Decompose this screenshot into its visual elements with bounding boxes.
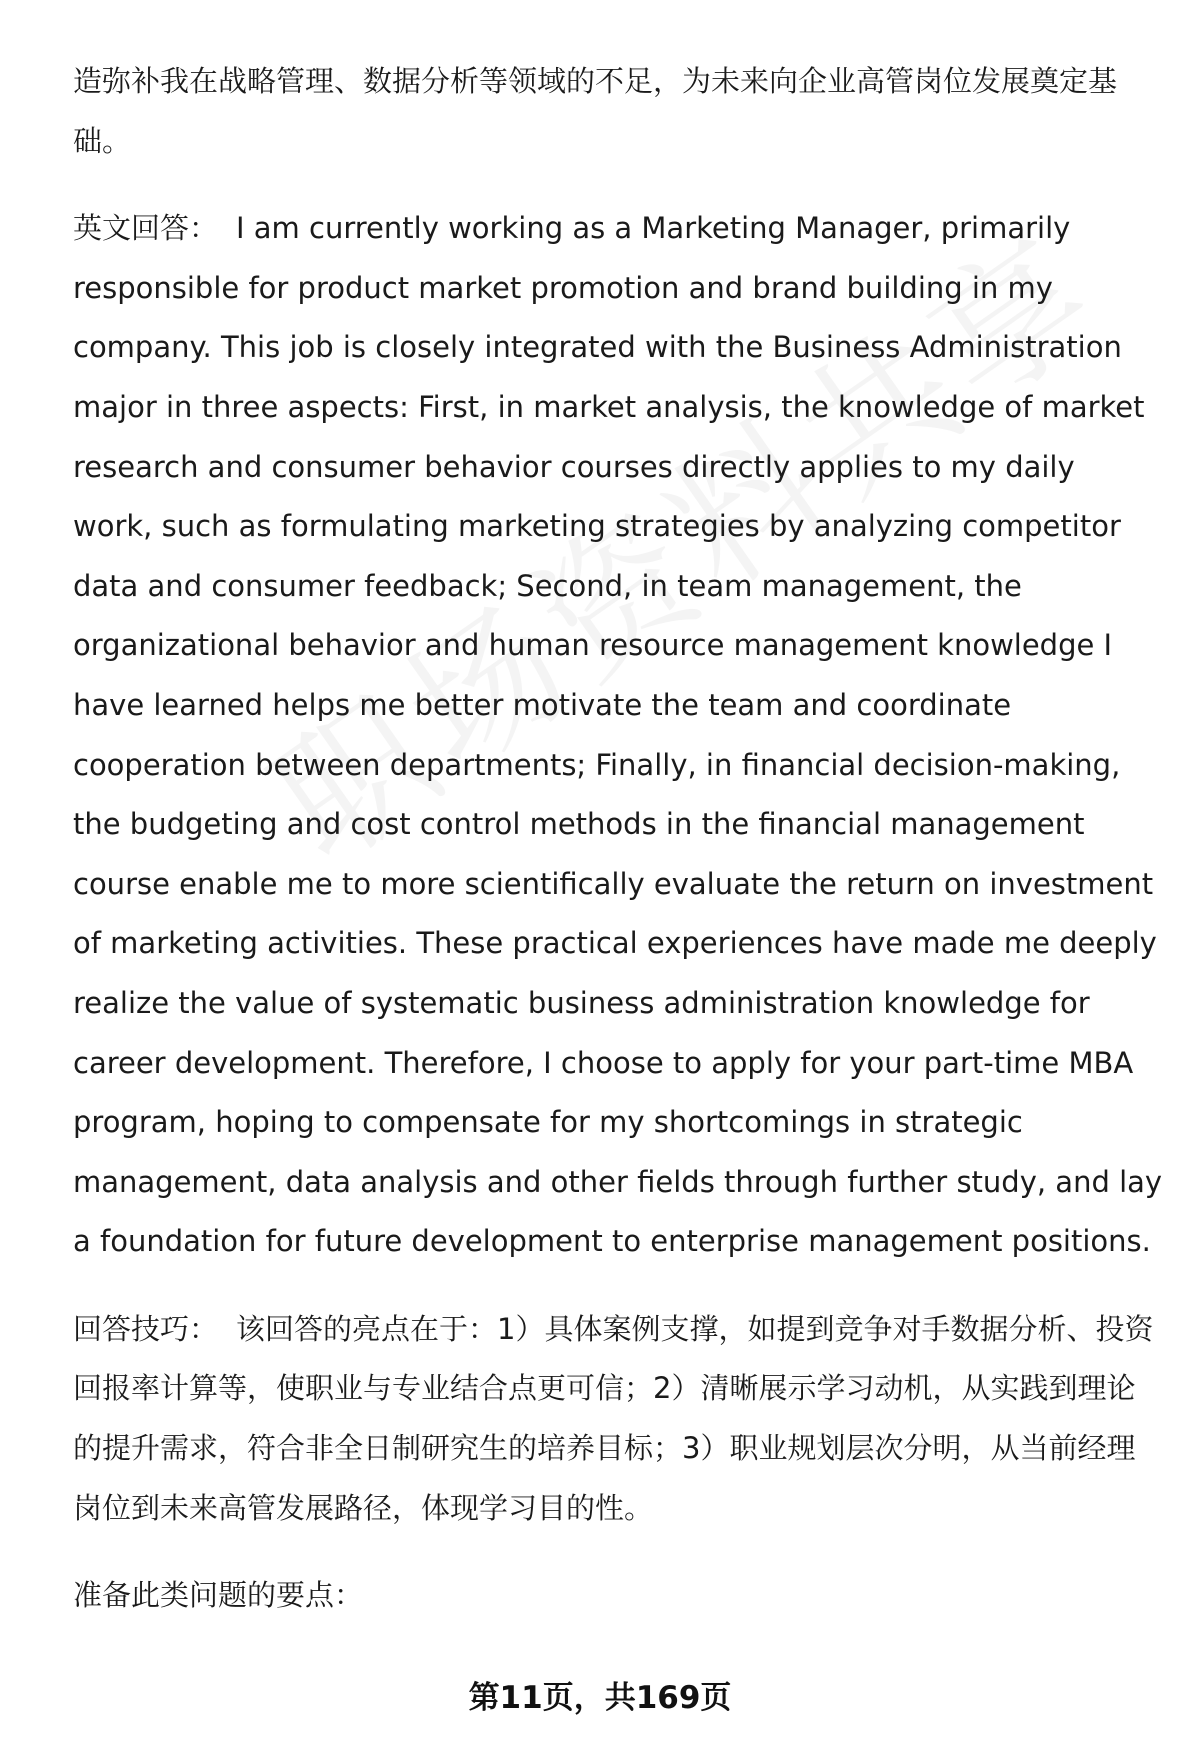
english-answer-label: 英文回答：: [73, 211, 219, 246]
paragraph-text: 造弥补我在战略管理、数据分析等领域的不足，为未来向企业高管岗位发展奠定基础。: [73, 64, 1118, 158]
paragraph-text: I am currently working as a Marketing Manager, primarily responsible for product market promotion and brand building in my company. This job is closely integrated with the Business Administration major in three aspects: First, in market analysis, the knowledge of market research and consumer behavior courses directly applies to my daily work, such as formulating marketing strategies by analyzing competitor data and consumer feedback; Second, in team management, the organizational behavior and human resource management knowledge I have learned helps me better motivate the team and coordinate cooperation between departments; Finally, in financial decision-making, the budgeting and cost control methods in the financial management course enable me to more scientifically evaluate the return on investment of marketing activities. These practical experiences have made me deeply realize the value of systematic business administration knowledge for career development. Therefore, I choose to apply for your part-time MBA program, hoping to compensate for my shortcomings in strategic management, data analysis and other fields through further study, and lay a foundation for future development to enterprise management positions.: [73, 211, 1163, 1259]
paragraph-chinese-answer-end: [73, 52, 1163, 171]
paragraph-prep-points: [73, 1566, 1163, 1626]
paragraph-english-answer: [73, 199, 1163, 1272]
document-body: [73, 52, 1163, 1654]
page-number-footer: 第11页，共169页: [468, 1680, 732, 1716]
answer-tips-label: 回答技巧：: [73, 1311, 219, 1346]
paragraph-text: 该回答的亮点在于：1）具体案例支撑，如提到竞争对手数据分析、投资回报率计算等，使职业与专业结合点更可信；2）清晰展示学习动机，从实践到理论的提升需求，符合非全日制研究生的培养目标；3）职业规划层次分明，从当前经理岗位到未来高管发展路径，体现学习目的性。: [73, 1311, 1154, 1525]
paragraph-answer-tips: [73, 1300, 1163, 1538]
paragraph-text: 准备此类问题的要点：: [73, 1578, 364, 1613]
